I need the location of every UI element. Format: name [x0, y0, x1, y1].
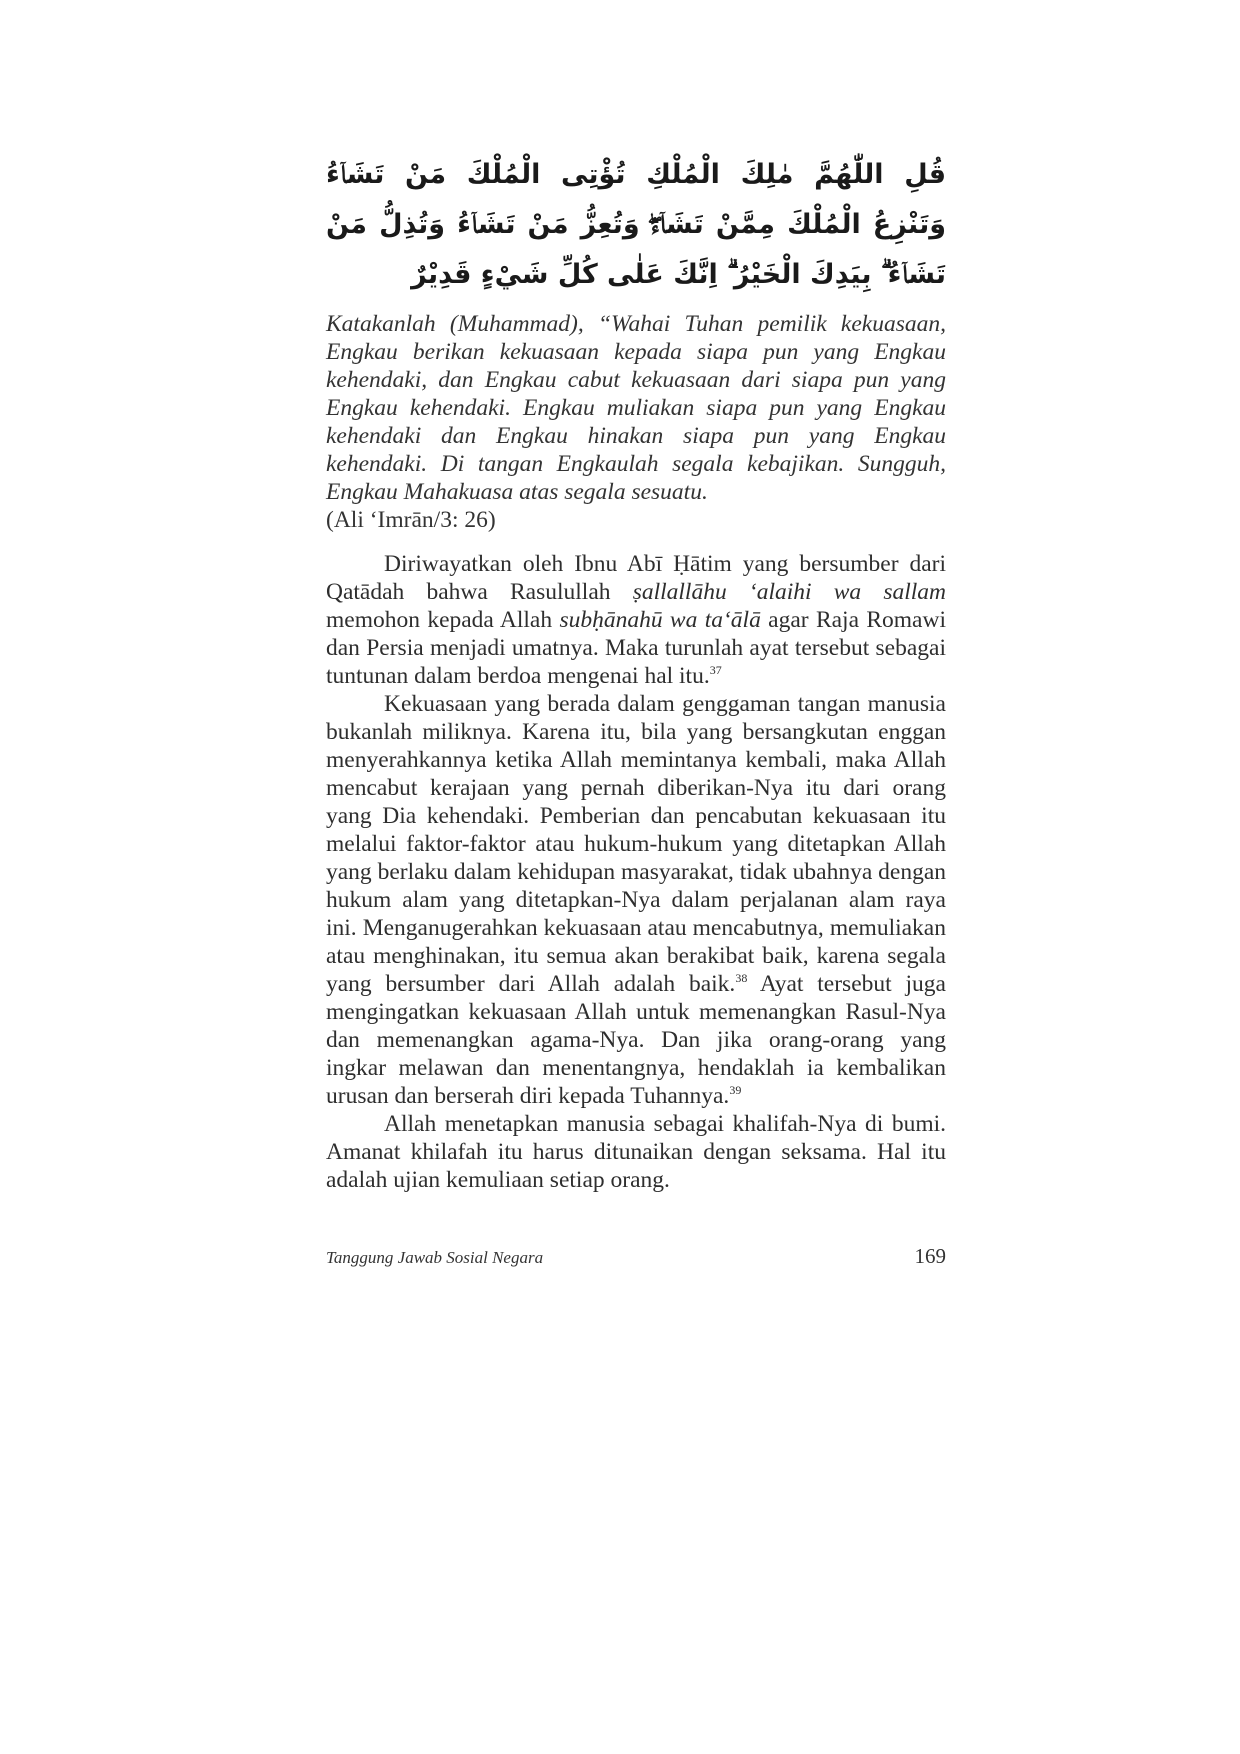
arabic-verse: قُلِ اللّٰهُمَّ مٰلِكَ الْمُلْكِ تُؤْتِى الْمُلْكَ مَنْ تَشَاۤءُ وَتَنْزِعُ الْمُلْكَ مِمَّنْ تَشَاۤءُۖ وَتُعِزُّ مَنْ تَشَاۤءُ وَتُذِلُّ مَنْ تَشَاۤءُ ۗ بِيَدِكَ الْخَيْرُ ۗ اِنَّكَ عَلٰى كُلِّ شَيْءٍ قَدِيْرٌ: [326, 159, 946, 290]
paragraph-asbab-nuzul: [326, 550, 946, 690]
paragraph-khalifah: Allah menetapkan manusia sebagai khalifah-Nya di bumi. Amanat khilafah itu harus ditunaikan dengan seksama. Hal itu adalah ujian kemuliaan setiap orang.: [326, 1111, 946, 1193]
verse-reference: (Ali ‘Imrān/3: 26): [326, 507, 496, 533]
verse-translation: Katakanlah (Muhammad), “Wahai Tuhan pemilik kekuasaan, Engkau berikan kekuasaan kepada siapa pun yang Engkau kehendaki, dan Engkau cabut kekuasaan dari siapa pun yang Engkau kehendaki. Engkau muliakan siapa pun yang Engkau kehendaki dan Engkau hinakan siapa pun yang Engkau kehendaki. Di tangan Engkaulah segala kebajikan. Sungguh, Engkau Mahakuasa atas segala sesuatu.: [326, 311, 946, 505]
footnote-ref-37: 37: [709, 663, 722, 677]
paragraph-text: agar Raja Romawi dan Persia menjadi umatnya. Maka turunlah ayat tersebut sebagai tuntunan dalam berdoa mengenai hal itu.: [326, 607, 946, 689]
paragraph-text: Kekuasaan yang berada dalam genggaman tangan manusia bukanlah miliknya. Karena itu, bila yang bersangkutan enggan menyerahkannya ketika Allah memintanya kembali, maka Allah mencabut kerajaan yang pernah diberikan-Nya itu dari orang yang Dia kehendaki. Pemberian dan pencabutan kekuasaan itu melalui faktor-faktor atau hukum-hukum yang ditetapkan Allah yang berlaku dalam kehidupan masyarakat, tidak ubahnya dengan hukum alam yang ditetapkan-Nya dalam perjalanan alam raya ini. Menganugerahkan kekuasaan atau mencabutnya, memuliakan atau menghinakan, itu semua akan berakibat baik, karena segala yang bersumber dari Allah adalah baik.: [326, 691, 946, 997]
page-footer: [326, 1244, 946, 1269]
paragraph-text: Ayat tersebut juga mengingatkan kekuasaan Allah untuk memenangkan Rasul-Nya dan memenangkan agama-Nya. Dan jika orang-orang yang ingkar melawan dan menentangnya, hendaklah ia kembalikan urusan dan berserah diri kepada Tuhannya.: [326, 971, 946, 1109]
footnote-ref-39: 39: [729, 1083, 742, 1097]
paragraph-kekuasaan: [326, 690, 946, 1110]
page-body: [326, 150, 946, 1194]
honorific-italic: subḥānahū wa ta‘ālā: [559, 607, 761, 633]
page-number: 169: [914, 1244, 946, 1268]
paragraph-text: Diriwayatkan oleh Ibnu Abī Ḥātim yang bersumber dari Qatādah bahwa Rasulullah: [326, 551, 946, 605]
running-title: Tanggung Jawab Sosial Negara: [326, 1248, 544, 1267]
honorific-italic: ṣallallāhu ‘alaihi wa sallam: [632, 579, 946, 605]
paragraph-text: memohon kepada Allah: [326, 607, 560, 633]
footnote-ref-38: 38: [735, 971, 748, 985]
